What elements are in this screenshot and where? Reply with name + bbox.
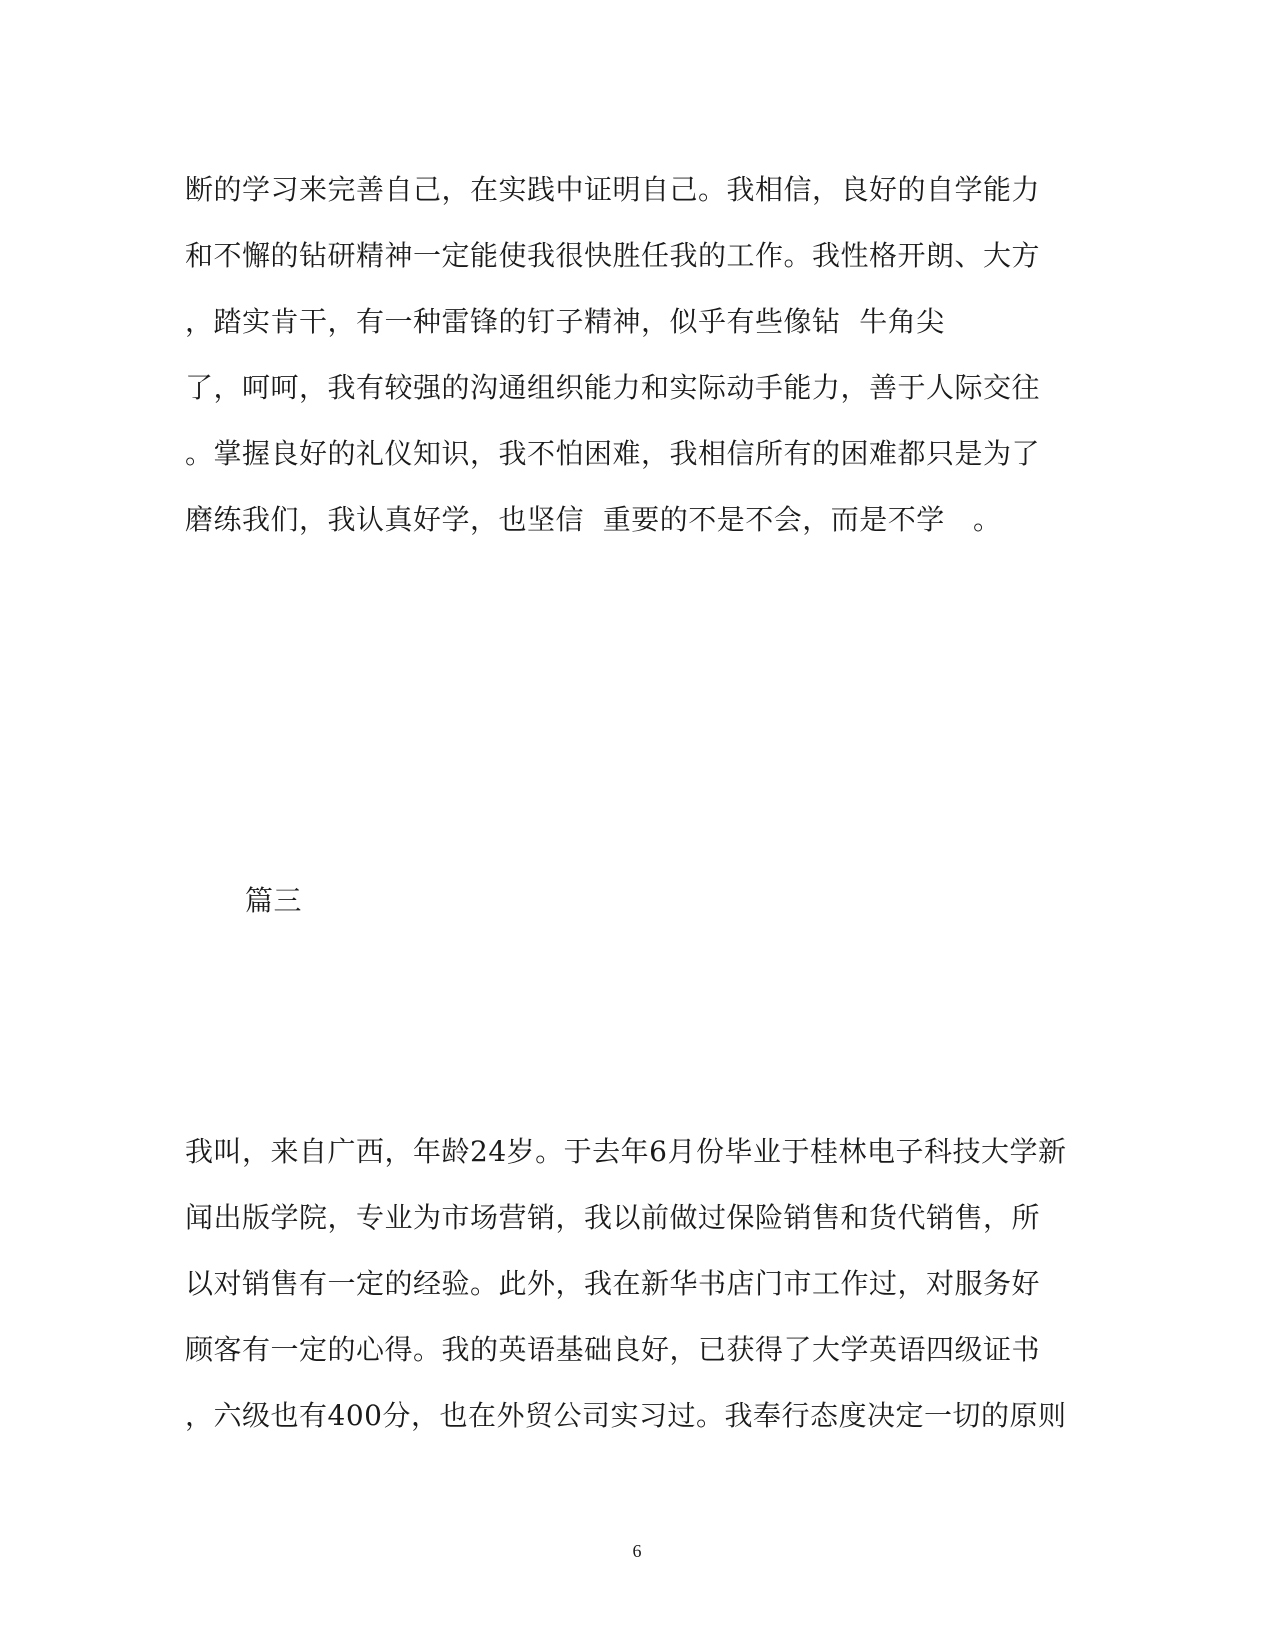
paragraph-2-line-1: 我叫，来自广西，年龄24岁。于去年6月份毕业于桂林电子科技大学新 xyxy=(185,1135,1067,1168)
paragraph-1-line-3: ，踏实肯干，有一种雷锋的钉子精神，似乎有些像钻 牛角尖 xyxy=(185,305,945,338)
paragraph-2-line-3: 以对销售有一定的经验。此外，我在新华书店门市工作过，对服务好 xyxy=(185,1267,1041,1300)
paragraph-1-line-5: 。掌握良好的礼仪知识，我不怕困难，我相信所有的困难都只是为了 xyxy=(185,437,1041,470)
paragraph-2-line-2: 闻出版学院，专业为市场营销，我以前做过保险销售和货代销售，所 xyxy=(185,1201,1041,1234)
paragraph-1-line-2: 和不懈的钻研精神一定能使我很快胜任我的工作。我性格开朗、大方 xyxy=(185,239,1041,272)
paragraph-1-line-1: 断的学习来完善自己，在实践中证明自己。我相信，良好的自学能力 xyxy=(185,173,1041,206)
paragraph-2-line-4: 顾客有一定的心得。我的英语基础良好，已获得了大学英语四级证书 xyxy=(185,1333,1041,1366)
paragraph-2-line-5: ，六级也有400分，也在外贸公司实习过。我奉行态度决定一切的原则 xyxy=(185,1399,1067,1432)
paragraph-1-line-4: 了，呵呵，我有较强的沟通组织能力和实际动手能力，善于人际交往 xyxy=(185,371,1041,404)
section-heading: 篇三 xyxy=(245,884,303,917)
paragraph-1-line-6: 磨练我们，我认真好学，也坚信 重要的不是不会，而是不学 。 xyxy=(185,503,1002,536)
page-number: 6 xyxy=(632,1541,642,1561)
